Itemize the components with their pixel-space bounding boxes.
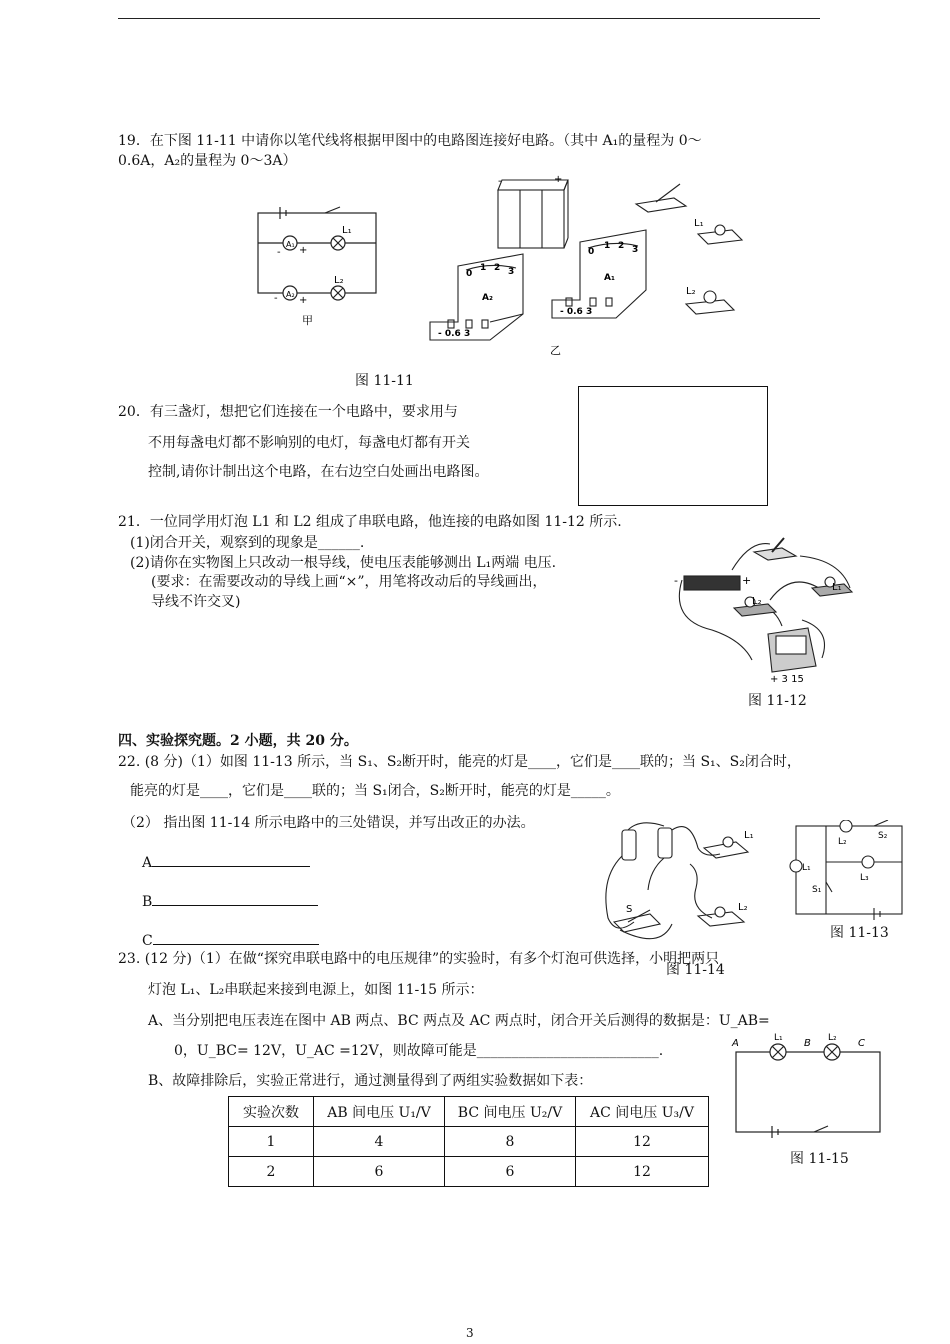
svg-text:+: + — [299, 295, 308, 306]
fig-jia-a1: A₁ — [286, 240, 295, 249]
q23-line5: B、故障排除后，实验正常进行，通过测量得到了两组实验数据如下表： — [148, 1073, 593, 1089]
caption-11-14: 图 11-14 — [666, 962, 725, 978]
fig1114-l1: L₁ — [744, 830, 754, 841]
caption-11-13: 图 11-13 — [830, 925, 889, 941]
table-cell: 12 — [576, 1157, 709, 1187]
q22-answer-b[interactable]: B — [142, 891, 318, 911]
fig1115-l2: L₂ — [828, 1033, 837, 1043]
fig1115-c: C — [858, 1038, 865, 1049]
svg-text:0: 0 — [588, 247, 595, 257]
svg-text:1: 1 — [480, 263, 487, 273]
svg-text:+: + — [299, 245, 308, 256]
fig1113-l3: L₃ — [860, 873, 869, 883]
table-header: 实验次数 — [229, 1097, 314, 1127]
fig1113-l2: L₂ — [838, 837, 847, 847]
q19-line1: 19．在下图 11-11 中请你以笔代线将根据甲图中的电路图连接好电路。（其中 A₁的量程为 0～ — [118, 133, 702, 149]
q21-line1: 21．一位同学用灯泡 L1 和 L2 组成了串联电路，他连接的电路如图 11-12 所示. — [118, 514, 622, 530]
yi-a2: A₂ — [482, 293, 493, 303]
q20-line3: 控制,请你计制出这个电路，在右边空白处画出电路图。 — [148, 464, 489, 480]
q21-line4: (要求：在需要改动的导线上画“×”，用笔将改动后的导线画出， — [151, 574, 547, 590]
svg-text:2: 2 — [618, 241, 625, 251]
svg-text:2: 2 — [494, 263, 501, 273]
figure-11-14 — [600, 818, 780, 946]
label-jia: 甲 — [302, 314, 313, 327]
caption-11-11: 图 11-11 — [355, 373, 414, 389]
svg-text:-: - — [277, 247, 281, 258]
table-cell: 6 — [445, 1157, 576, 1187]
fig-jia-l1: L₁ — [342, 225, 352, 236]
q22-answer-a[interactable]: A — [142, 852, 310, 872]
fig1112-meter: + 3 15 — [770, 674, 804, 685]
q23-data-table — [228, 1096, 709, 1187]
label-yi: 乙 — [550, 344, 561, 357]
fig1114-s: S — [626, 904, 633, 915]
q20-line1: 20．有三盏灯，想把它们连接在一个电路中，要求用与 — [118, 404, 458, 420]
table-cell: 2 — [229, 1157, 314, 1187]
table-row — [229, 1127, 709, 1157]
q19-line2: 0.6A，A₂的量程为 0～3A） — [118, 153, 297, 169]
q22-line3: （2） 指出图 11-14 所示电路中的三处错误，并写出改正的办法。 — [122, 815, 535, 831]
table-header: BC 间电压 U₂/V — [445, 1097, 576, 1127]
svg-text:1: 1 — [604, 241, 611, 251]
svg-text:0: 0 — [466, 269, 473, 279]
fig1113-s1: S₁ — [812, 885, 822, 895]
table-header: AC 间电压 U₃/V — [576, 1097, 709, 1127]
q22-answer-c[interactable]: C — [142, 930, 319, 950]
figure-11-11-jia — [250, 195, 390, 335]
table-cell: 8 — [445, 1127, 576, 1157]
table-cell: 12 — [576, 1127, 709, 1157]
caption-11-15: 图 11-15 — [790, 1151, 849, 1167]
svg-text:-: - — [674, 574, 678, 587]
fig-jia-l2: L₂ — [334, 275, 344, 286]
q22-line2: 能亮的灯是____，它们是____联的；当 S₁闭合，S₂断开时，能亮的灯是_____。 — [130, 783, 620, 799]
svg-text:-: - — [274, 293, 278, 304]
page-number: 3 — [466, 1326, 474, 1340]
fig1115-l1: L₁ — [774, 1033, 783, 1043]
table-header: AB 间电压 U₁/V — [314, 1097, 445, 1127]
header-rule — [118, 18, 820, 19]
fig1112-l2: L₂ — [752, 596, 762, 607]
q20-line2: 不用每盏电灯都不影响别的电灯，每盏电灯都有开关 — [148, 435, 470, 451]
q23-line1: 23. (12 分)（1）在做“探究串联电路中的电压规律”的实验时，有多个灯泡可供选择，小明把两只 — [118, 951, 720, 967]
svg-text:- 0.6 3: - 0.6 3 — [438, 329, 471, 339]
table-cell: 6 — [314, 1157, 445, 1187]
fig-jia-a2: A₂ — [286, 290, 295, 299]
figure-11-15 — [728, 1030, 888, 1142]
figure-11-13 — [788, 820, 908, 920]
fig1114-l2: L₂ — [738, 902, 748, 913]
svg-text:3: 3 — [508, 267, 515, 277]
yi-l2: L₂ — [686, 286, 696, 297]
table-cell: 1 — [229, 1127, 314, 1157]
table-row — [229, 1157, 709, 1187]
q22-line1: 22. (8 分)（1）如图 11-13 所示，当 S₁、S₂断开时，能亮的灯是____，它们是____联的；当 S₁、S₂闭合时， — [118, 754, 801, 770]
svg-text:+: + — [554, 174, 563, 185]
q21-line5: 导线不许交叉) — [151, 594, 241, 610]
fig1115-b: B — [804, 1038, 811, 1049]
yi-a1: A₁ — [604, 273, 615, 283]
caption-11-12: 图 11-12 — [748, 693, 807, 709]
q23-line4: 0，U_BC= 12V，U_AC =12V，则故障可能是__________________________. — [174, 1043, 664, 1059]
fig1113-s2: S₂ — [878, 831, 888, 841]
svg-text:-: - — [498, 176, 502, 187]
table-header-row — [229, 1097, 709, 1127]
table-cell: 4 — [314, 1127, 445, 1157]
yi-l1: L₁ — [694, 218, 704, 229]
section-4-title: 四、实验探究题。2 小题，共 20 分。 — [118, 733, 358, 749]
svg-text:3: 3 — [632, 245, 639, 255]
fig1112-l1: L₁ — [832, 582, 842, 593]
q21-line2: (1)闭合开关，观察到的现象是______. — [130, 535, 365, 551]
q20-answer-box[interactable] — [578, 386, 768, 506]
q21-line3: (2)请你在实物图上只改动一根导线，使电压表能够测出 L₁两端 电压. — [130, 555, 557, 571]
figure-11-11-yi — [428, 172, 758, 362]
svg-text:- 0.6 3: - 0.6 3 — [560, 307, 593, 317]
fig1113-l1: L₁ — [802, 863, 811, 873]
fig1115-a: A — [732, 1038, 739, 1049]
figure-11-12 — [672, 530, 862, 685]
q23-line3: A、当分别把电压表连在图中 AB 两点、BC 两点及 AC 两点时，闭合开关后测得的数据是：U_AB= — [148, 1013, 770, 1029]
q23-line2: 灯泡 L₁、L₂串联起来接到电源上，如图 11-15 所示： — [148, 982, 484, 998]
svg-text:+: + — [742, 574, 752, 587]
